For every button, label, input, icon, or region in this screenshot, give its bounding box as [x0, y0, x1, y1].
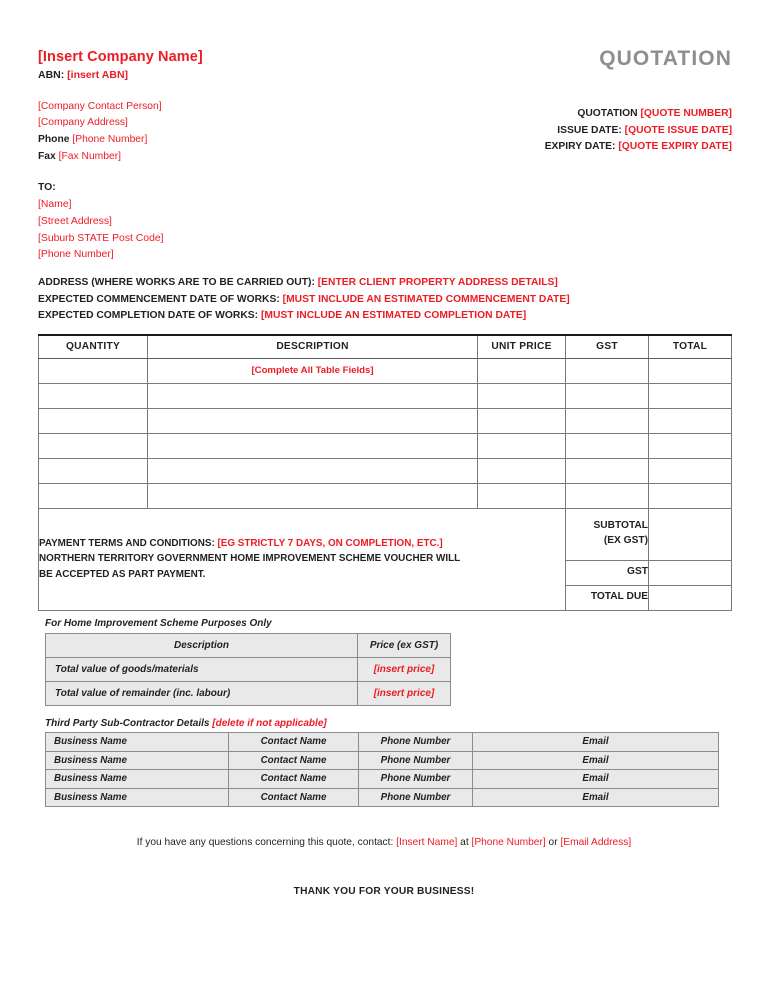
company-name: [Insert Company Name] [38, 49, 203, 65]
table-row[interactable] [39, 483, 732, 508]
his-column-header-description: Description [46, 634, 358, 658]
table-row[interactable] [39, 408, 732, 433]
footer-contact-name: [Insert Name] [396, 837, 458, 848]
cell-total[interactable] [649, 433, 732, 458]
column-header-description: DESCRIPTION [148, 335, 478, 358]
his-row-description: Total value of remainder (inc. labour) [46, 682, 358, 706]
document-header [38, 48, 732, 165]
works-address-label: ADDRESS (WHERE WORKS ARE TO BE CARRIED OUT): [38, 277, 315, 288]
subcontractor-email[interactable]: Email [473, 770, 719, 789]
works-details-block [38, 275, 570, 325]
cell-quantity[interactable] [39, 383, 148, 408]
quote-expiry-date-label: EXPIRY DATE: [544, 141, 616, 153]
quote-expiry-date-line [545, 139, 732, 156]
cell-description[interactable] [148, 408, 478, 433]
subcontractor-contact-name[interactable]: Contact Name [229, 788, 359, 807]
cell-total[interactable] [649, 383, 732, 408]
cell-unit-price[interactable] [478, 458, 566, 483]
cell-unit-price[interactable] [478, 433, 566, 458]
footer-thank-you: THANK YOU FOR YOUR BUSINESS! [293, 886, 475, 897]
cell-gst[interactable] [566, 458, 649, 483]
recipient-phone: [Phone Number] [38, 249, 114, 261]
cell-unit-price[interactable] [478, 408, 566, 433]
works-address-line [38, 275, 570, 292]
cell-quantity[interactable] [39, 483, 148, 508]
gst-value[interactable] [649, 560, 732, 585]
subcontractor-caption-note: [delete if not applicable] [212, 718, 327, 729]
company-abn-line [38, 69, 368, 83]
footer-contact-phone: [Phone Number] [471, 837, 546, 848]
table-row[interactable] [46, 733, 719, 752]
subtotal-label-line2: (EX GST) [603, 535, 648, 546]
table-row[interactable] [46, 788, 719, 807]
voucher-line-1: NORTHERN TERRITORY GOVERNMENT HOME IMPROVEMENT SCHEME VOUCHER WILL [39, 553, 461, 565]
table-row[interactable] [39, 358, 732, 383]
his-row-price[interactable]: [insert price] [358, 682, 451, 706]
cell-description[interactable] [148, 383, 478, 408]
cell-gst[interactable] [566, 483, 649, 508]
subtotal-value[interactable] [649, 508, 732, 560]
subcontractor-email[interactable]: Email [473, 733, 719, 752]
cell-quantity[interactable] [39, 433, 148, 458]
subcontractor-business-name[interactable]: Business Name [46, 751, 229, 770]
works-completion-value: [MUST INCLUDE AN ESTIMATED COMPLETION DATE] [260, 310, 527, 322]
company-contact-block [38, 99, 368, 166]
subcontractor-business-name[interactable]: Business Name [46, 788, 229, 807]
table-row[interactable] [39, 383, 732, 408]
footer-question-prefix: If you have any questions concerning this quote, contact: [136, 837, 394, 848]
column-header-gst: GST [566, 335, 649, 358]
voucher-line-2: BE ACCEPTED AS PART PAYMENT. [39, 568, 206, 580]
quote-number-label: QUOTATION [577, 108, 638, 119]
abn-label: ABN: [38, 69, 65, 82]
quote-issue-date-line [545, 123, 732, 140]
subcontractor-section-caption [45, 718, 327, 729]
subcontractor-contact-name[interactable]: Contact Name [229, 733, 359, 752]
cell-quantity[interactable] [39, 458, 148, 483]
cell-total[interactable] [649, 358, 732, 383]
company-phone-value: [Phone Number] [72, 134, 148, 146]
subcontractor-business-name[interactable]: Business Name [46, 770, 229, 789]
subcontractor-email[interactable]: Email [473, 751, 719, 770]
cell-description[interactable] [148, 483, 478, 508]
company-details-block [38, 48, 368, 165]
subtotal-label-line1: SUBTOTAL [593, 520, 648, 532]
quote-header-right [545, 48, 732, 156]
page-title: QUOTATION [599, 47, 732, 70]
cell-gst[interactable] [566, 408, 649, 433]
table-header-row [39, 335, 732, 358]
company-phone-label: Phone [38, 134, 70, 146]
recipient-block [38, 180, 164, 264]
his-row-description: Total value of goods/materials [46, 658, 358, 682]
cell-quantity[interactable] [39, 408, 148, 433]
payment-and-subtotal-row [39, 508, 732, 560]
cell-total[interactable] [649, 408, 732, 433]
quote-issue-date-value: [QUOTE ISSUE DATE] [624, 124, 732, 136]
quote-number-value: [QUOTE NUMBER] [640, 108, 732, 119]
recipient-suburb: [Suburb STATE Post Code] [38, 232, 164, 244]
quotation-line-items-table [38, 334, 732, 611]
line-items-body [39, 358, 732, 610]
table-row[interactable] [39, 458, 732, 483]
footer-contact-line [0, 836, 768, 850]
table-row[interactable] [46, 770, 719, 789]
gst-label: GST [566, 560, 649, 585]
company-fax-label: Fax [38, 150, 56, 162]
company-address: [Company Address] [38, 117, 128, 129]
footer-contact-email: [Email Address] [560, 837, 632, 848]
footer-or-word: or [548, 837, 558, 848]
cell-total[interactable] [649, 483, 732, 508]
subtotal-label [566, 508, 649, 560]
recipient-street: [Street Address] [38, 215, 112, 227]
payment-terms-line [39, 536, 565, 551]
company-phone-line [38, 132, 368, 149]
company-contact-person: [Company Contact Person] [38, 100, 162, 112]
works-address-value: [ENTER CLIENT PROPERTY ADDRESS DETAILS] [317, 277, 558, 288]
total-due-value[interactable] [649, 585, 732, 610]
recipient-label: TO: [38, 182, 56, 193]
subcontractor-email[interactable]: Email [473, 788, 719, 807]
cell-description[interactable]: [Complete All Table Fields] [148, 358, 478, 383]
works-completion-label: EXPECTED COMPLETION DATE OF WORKS: [38, 310, 259, 322]
quote-issue-date-label: ISSUE DATE: [557, 124, 622, 136]
quote-expiry-date-value: [QUOTE EXPIRY DATE] [618, 141, 732, 153]
subcontractor-phone-number[interactable]: Phone Number [359, 751, 473, 770]
subcontractor-details-table [45, 732, 719, 807]
cell-description[interactable] [148, 458, 478, 483]
subcontractor-caption-label: Third Party Sub-Contractor Details [45, 718, 210, 729]
subcontractor-phone-number[interactable]: Phone Number [359, 733, 473, 752]
table-row [46, 682, 451, 706]
cell-total[interactable] [649, 458, 732, 483]
column-header-unit-price: UNIT PRICE [478, 335, 566, 358]
column-header-total: TOTAL [649, 335, 732, 358]
subcontractor-phone-number[interactable]: Phone Number [359, 788, 473, 807]
abn-value: [insert ABN] [67, 69, 129, 82]
payment-terms-value: [EG STRICTLY 7 DAYS, ON COMPLETION, ETC.] [217, 538, 443, 550]
subcontractor-phone-number[interactable]: Phone Number [359, 770, 473, 789]
table-row[interactable] [39, 433, 732, 458]
his-section-caption: For Home Improvement Scheme Purposes Only [45, 618, 272, 629]
subcontractor-contact-name[interactable]: Contact Name [229, 770, 359, 789]
cell-description[interactable] [148, 433, 478, 458]
works-commencement-label: EXPECTED COMMENCEMENT DATE OF WORKS: [38, 293, 280, 305]
payment-terms-cell [39, 508, 566, 610]
footer-at-word: at [460, 837, 469, 848]
cell-gst[interactable] [566, 358, 649, 383]
payment-terms-label: PAYMENT TERMS AND CONDITIONS: [39, 538, 215, 550]
company-fax-value: [Fax Number] [58, 150, 121, 162]
cell-unit-price[interactable] [478, 383, 566, 408]
cell-quantity[interactable] [39, 358, 148, 383]
company-fax-line [38, 149, 368, 166]
quote-number-line [545, 106, 732, 123]
subcontractor-contact-name[interactable]: Contact Name [229, 751, 359, 770]
cell-unit-price[interactable] [478, 358, 566, 383]
works-completion-line [38, 308, 570, 325]
his-header-row [46, 634, 451, 658]
his-row-price[interactable]: [insert price] [358, 658, 451, 682]
works-commencement-value: [MUST INCLUDE AN ESTIMATED COMMENCEMENT DATE] [282, 293, 570, 305]
recipient-name: [Name] [38, 198, 72, 210]
cell-gst[interactable] [566, 433, 649, 458]
his-column-header-price: Price (ex GST) [358, 634, 451, 658]
column-header-quantity: QUANTITY [39, 335, 148, 358]
works-commencement-line [38, 292, 570, 309]
quote-meta-block [545, 106, 732, 156]
total-due-label: TOTAL DUE [566, 585, 649, 610]
table-row[interactable] [46, 751, 719, 770]
table-row [46, 658, 451, 682]
cell-unit-price[interactable] [478, 483, 566, 508]
cell-gst[interactable] [566, 383, 649, 408]
home-improvement-scheme-table [45, 633, 451, 706]
subcontractor-business-name[interactable]: Business Name [46, 733, 229, 752]
